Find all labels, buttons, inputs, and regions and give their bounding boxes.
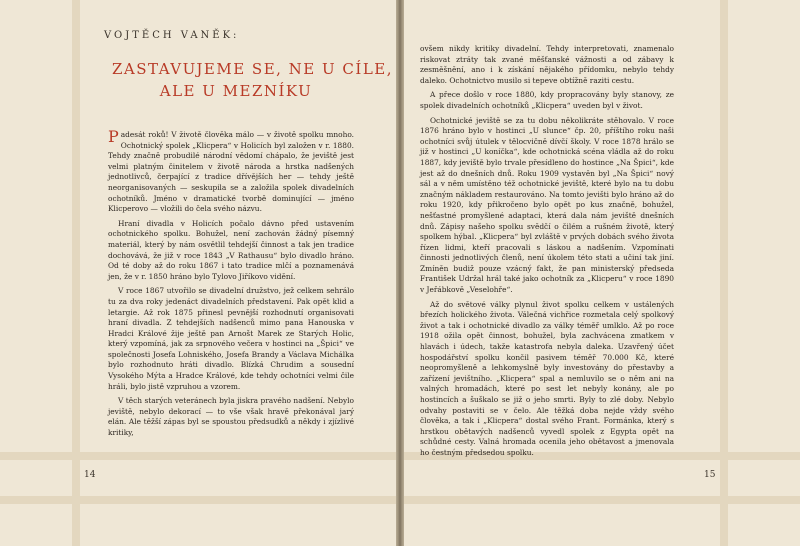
decorative-stripe: [402, 496, 800, 504]
decorative-stripe: [0, 452, 398, 460]
paragraph: [108, 127, 354, 215]
paragraph: V těch starých veteránech byla jiskra pravého nadšení. Nebylo jeviště, nebylo dekorací — to vše však hravě překonával jarý elán. Ale těžší zápas byl se spoustou předsudků a někdy i zjízlivé kritiky,: [108, 396, 354, 438]
paragraph: V roce 1867 utvořilo se divadelní družstvo, jež celkem sehrálo tu za dva roky jedenáct divadelních představení. Pak opět klid a letargie. Až rok 1875 přinesl pevnější rozhodnutí organisovati hraní divadla. Z tehdejších nadšenců mimo pana Hanouska v Hradci Králové žije ještě pan Arnošt Marek ze Starých Holic, který vzpomíná, jak za srpnového večera v hostinci na „Špici“ ve společnosti Josefa Lohniského, Josefa Brandy a Václava Michálka bylo rozhodnuto hráti divadlo. Blízká Chrudim a sousední Vysokého Mýta a Hradce Králové, kde tehdy ochotníci velmi čile hráli, bylo jistě vzpruhou a vzorem.: [108, 286, 354, 391]
author-name: VOJTĚCH VANĚK:: [104, 30, 240, 41]
decorative-stripe: [72, 0, 80, 546]
paragraph-text: adesát roků! V životě člověka málo — v životě spolku mnoho. Ochotnický spolek „Klicpera“ v Holicích byl založen v r. 1880. Tehdy značně probudilé národní vědomí chápalo, že jeviště jest velmi platným činitelem v životě národa a hrstka nadšených jednotlivců, čerpající z tradice dřívějších her — tehdy ještě neorganisovaných — seskupila se a založila spolek divadelních ochotníků. Jméno v dramatické tvorbě dominující — jméno Klicperovo — vložili do čela svého názvu.: [108, 130, 354, 214]
title-line: ZASTAVUJEME SE, NE U CÍLE,: [112, 60, 394, 78]
left-page: [0, 0, 398, 546]
chapter-title: [112, 58, 394, 102]
paragraph: ovšem nikdy kritiky divadelní. Tehdy interpretovati, znamenalo riskovat ztráty tak zvané měšťanské vážnosti a od zábavy k zesměšnění, ano i k získání nějakého přídomku, nebylo tehdy daleko. Ochotnictvo musilo si tepeve obtížně raziti cestu.: [420, 44, 674, 85]
page-number: 14: [84, 470, 96, 480]
paragraph: A přece došlo v roce 1880, kdy propracovány byly stanovy, ze spolek divadelních ochotníků „Klicpera“ uveden byl v život.: [420, 90, 674, 110]
book-gutter: [396, 0, 404, 546]
page-number: 15: [704, 470, 716, 480]
right-text-column: [420, 44, 674, 463]
right-page: [402, 0, 800, 546]
decorative-stripe: [720, 0, 728, 546]
paragraph: Až do světové války plynul život spolku celkem v ustálených březích holického života. Válečná vichřice rozmetala celý spolkový život a tak i ochotnické divadlo za války téměř umlklo. Až po roce 1918 ožila opět činnost, bohužel, byla zachvácena zmatkem v hlavách i údech, takže katastrofa nebyla daleka. Uzavřený účet hospodářství spolku končil pasivem téměř 70.000 Kč, které neopromyšleně a lehkomyslně byly investovány do přestavby a zařízení jevištního. „Klicpera“ spal a nemluvilo se o něm ani na valných hromadách, které po sest let nebyly konány, ale po hostincích a šuškalo se již o jeho smrti. Byly to zlé doby. Nebylo odvahy postaviti se v čelo. Ale těžká doba nejde vždy svého člověka, a tak i „Klicpera“ dostal svého Frant. Formánka, který s hrstkou obětavých nadšenců vyvedl spolek z Egypta opět na schůdné cesty. Valná hromada ocenila jeho obětavost a jmenovala ho čestným předsedou spolku.: [420, 299, 674, 457]
paragraph: Hraní divadla v Holicích počalo dávno před ustavením ochotnického spolku. Bohužel, není zachován žádný písemný materiál, který by nám osvětlil tehdejší činnost a tak jen tradice dochovává, že již v roce 1843 „V Rathausu“ bylo divadlo hráno. Od té doby až do roku 1867 i tato tradice mlčí a poznamenává jen, že v r. 1850 hráno bylo Tylovo Jiříkovo vidění.: [108, 218, 354, 281]
decorative-stripe: [0, 496, 398, 504]
drop-cap: P: [108, 127, 119, 146]
title-line: ALE U MEZNÍKU: [159, 82, 313, 100]
paragraph: Ochotnické jeviště se za tu dobu několikráte stěhovalo. V roce 1876 hráno bylo v hostinci „U slunce“ čp. 20, příštího roku naši ochotníci svůj útulek v tělocvičně dívčí školy. V roce 1878 hrálo se již v hostinci „U koníčka“, kde ochotnická scéna vládla až do roku 1887, kdy jeviště bylo trvale přesídleno do hostince „Na Špici“, kde jest až do dnešních dnů. Roku 1909 vystavěn byl „Na Špici“ nový sál a v něm umístěno též ochotnické jeviště, které bylo na tu dobu značným nákladem restaurováno. Na tomto jevišti bylo hráno až do roku 1920, kdy přikročeno bylo opět po kus značně, bohužel, nešťastné promyšlené adaptaci, která dala nám jeviště dnešních dnů. Zápisy našeho spolku svědčí o čilém a rušném životě, který spolkem hýbal. „Klicpera“ byl zvláště v prvých dobách svého života řízen lidmi, kteří pracovali s láskou a nadšením. Vzpomínati činnosti jednotlivých členů, není úkolem této stati a učiní tak jiní. Zmíněn budiž pouze vzácný fakt, že pan ministerský předseda František Udržal hrál také jako ochotník za „Klicperu“ v roce 1890 v Jeřábkově „Veselohře“.: [420, 115, 674, 295]
left-text-column: [108, 127, 354, 443]
